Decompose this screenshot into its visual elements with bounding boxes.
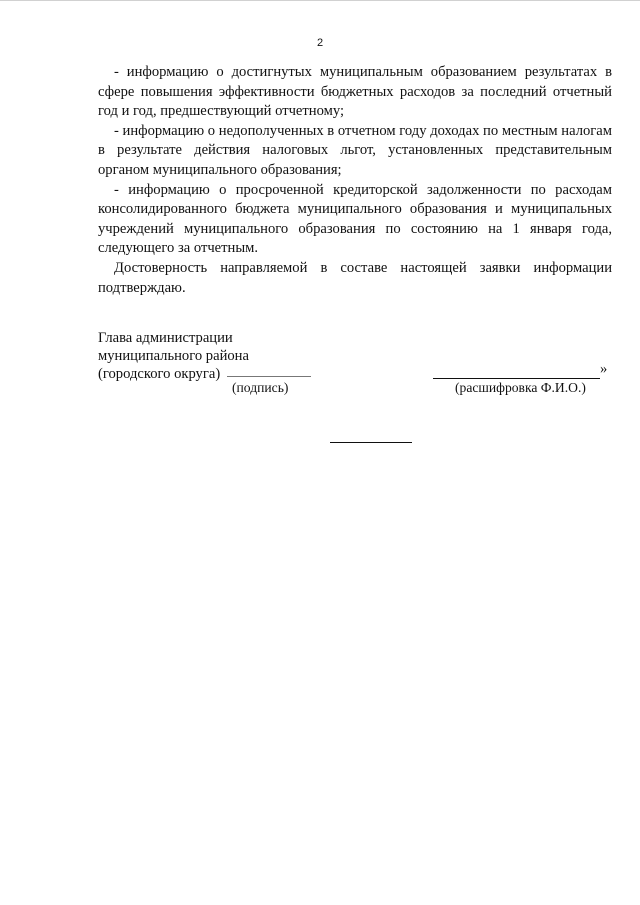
closing-quote: »: [600, 361, 608, 377]
paragraph-confirmation: Достоверность направляемой в составе настоящей заявки информации подтверждаю.: [98, 259, 612, 296]
document-body: [98, 63, 612, 298]
name-caption: (расшифровка Ф.И.О.): [455, 380, 586, 395]
end-of-document-rule: [330, 442, 412, 443]
signatory-title-line: Глава администрации: [98, 330, 233, 346]
signature-line: [227, 376, 311, 377]
paragraph-efficiency-results: - информацию о достигнутых муниципальным образованием результатах в сфере повышения эффективности бюджетных расходов за последний отчетный год и год, предшествующий отчетному;: [98, 64, 612, 120]
page-number: 2: [316, 37, 324, 49]
paragraph-overdue-debt: - информацию о просроченной кредиторской задолженности по расходам консолидированного бюджета муниципального образования и муниципальных учреждений муниципального образования по состоянию на 1 января года, следующего за отчетным.: [98, 181, 612, 257]
signature-caption: (подпись): [232, 380, 289, 395]
signatory-title-line: муниципального района: [98, 348, 249, 364]
top-edge-rule: [0, 0, 640, 3]
signatory-title: [98, 329, 249, 383]
signatory-title-line: (городского округа): [98, 366, 221, 382]
paragraph-tax-benefits: - информацию о недополученных в отчетном году доходах по местным налогам в результате действия налоговых льгот, установленных представительным органом муниципального образования;: [98, 122, 612, 178]
name-line: [433, 378, 600, 379]
